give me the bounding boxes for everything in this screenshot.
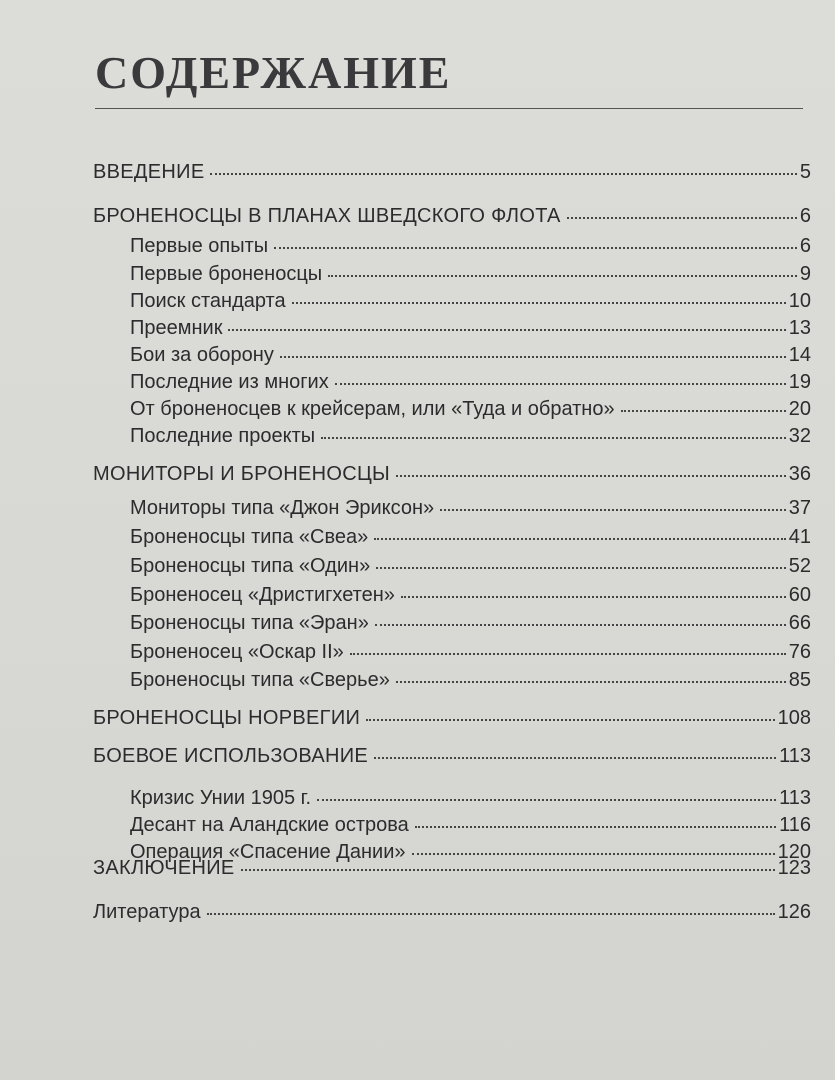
toc-entry-swedish-fleet — [93, 204, 811, 228]
toc-entry-page: 108 — [777, 707, 811, 729]
toc-subentry — [130, 554, 811, 578]
dot-leader — [350, 653, 786, 655]
toc-subentry — [130, 786, 811, 810]
toc-entry-page: 113 — [779, 745, 811, 767]
toc-entry-page: 37 — [788, 497, 811, 519]
toc-entry-label: Броненосцы типа «Эран» — [130, 612, 369, 634]
toc-entry-page: 13 — [788, 317, 811, 339]
toc-entry-page: 6 — [799, 205, 811, 227]
toc-entry-page: 5 — [799, 161, 811, 183]
toc-entry-page: 123 — [777, 857, 811, 879]
toc-entry-page: 6 — [799, 235, 811, 257]
page-title: СОДЕРЖАНИЕ — [95, 47, 452, 98]
toc-entry-page: 60 — [788, 584, 811, 606]
toc-entry-literature — [93, 900, 811, 924]
dot-leader — [396, 475, 786, 477]
dot-leader — [274, 247, 797, 249]
toc-entry-label: Броненосцы типа «Свеа» — [130, 526, 369, 548]
toc-entry-page: 113 — [779, 787, 811, 809]
toc-entry-label: Преемник — [130, 317, 223, 339]
dot-leader — [321, 437, 786, 439]
toc-entry-introduction — [93, 160, 811, 184]
toc-entry-page: 10 — [788, 290, 811, 312]
toc-subentry — [130, 640, 811, 664]
toc-entry-label: Десант на Аландские острова — [130, 814, 409, 836]
toc-entry-page: 120 — [777, 841, 811, 863]
toc-entry-label: МОНИТОРЫ И БРОНЕНОСЦЫ — [93, 463, 391, 485]
toc-entry-label: Первые опыты — [130, 235, 269, 257]
toc-entry-page: 32 — [788, 425, 811, 447]
dot-leader — [317, 799, 776, 801]
dot-leader — [376, 567, 786, 569]
toc-subentry — [130, 424, 811, 448]
toc-entry-conclusion — [93, 856, 811, 880]
toc-subentry — [130, 668, 811, 692]
toc-entry-label: Последние проекты — [130, 425, 316, 447]
toc-entry-label: Литература — [93, 901, 201, 923]
toc-entry-label: Мониторы типа «Джон Эриксон» — [130, 497, 435, 519]
toc-entry-label: ЗАКЛЮЧЕНИЕ — [93, 857, 235, 879]
toc-entry-label: Поиск стандарта — [130, 290, 286, 312]
toc-entry-label: БРОНЕНОСЦЫ В ПЛАНАХ ШВЕДСКОГО ФЛОТА — [93, 205, 561, 227]
dot-leader — [440, 509, 786, 511]
toc-subentry — [130, 611, 811, 635]
dot-leader — [412, 853, 775, 855]
toc-entry-page: 41 — [788, 526, 811, 548]
toc-entry-label: БОЕВОЕ ИСПОЛЬЗОВАНИЕ — [93, 745, 369, 767]
toc-entry-norway — [93, 706, 811, 730]
dot-leader — [207, 913, 775, 915]
toc-subentry — [130, 397, 811, 421]
toc-entry-page: 14 — [788, 344, 811, 366]
toc-subentry — [130, 316, 811, 340]
toc-subentry — [130, 583, 811, 607]
dot-leader — [567, 217, 797, 219]
dot-leader — [292, 302, 786, 304]
dot-leader — [335, 383, 786, 385]
toc-subentry — [130, 370, 811, 394]
toc-entry-label: Бои за оборону — [130, 344, 274, 366]
dot-leader — [366, 719, 774, 721]
dot-leader — [280, 356, 786, 358]
toc-entry-page: 9 — [799, 263, 811, 285]
dot-leader — [374, 757, 776, 759]
toc-entry-page: 126 — [777, 901, 811, 923]
toc-entry-page: 36 — [788, 463, 811, 485]
toc-subentry — [130, 289, 811, 313]
toc-entry-page: 66 — [788, 612, 811, 634]
toc-subentry — [130, 496, 811, 520]
dot-leader — [328, 275, 797, 277]
dot-leader — [401, 596, 786, 598]
toc-entry-label: Первые броненосцы — [130, 263, 323, 285]
toc-entry-label: Броненосцы типа «Сверье» — [130, 669, 390, 691]
toc-entry-label: Броненосец «Дристигхетен» — [130, 584, 395, 606]
toc-entry-page: 85 — [788, 669, 811, 691]
toc-entry-page: 19 — [788, 371, 811, 393]
toc-entry-page: 76 — [788, 641, 811, 663]
dot-leader — [375, 624, 786, 626]
toc-entry-page: 116 — [779, 814, 811, 836]
toc-entry-monitors — [93, 462, 811, 486]
toc-entry-page: 52 — [788, 555, 811, 577]
toc-entry-label: БРОНЕНОСЦЫ НОРВЕГИИ — [93, 707, 361, 729]
toc-subentry — [130, 234, 811, 258]
toc-entry-combat-use — [93, 744, 811, 768]
toc-subentry — [130, 343, 811, 367]
dot-leader — [228, 329, 785, 331]
dot-leader — [374, 538, 785, 540]
dot-leader — [621, 410, 786, 412]
toc-entry-label: ВВЕДЕНИЕ — [93, 161, 205, 183]
toc-entry-label: Броненосец «Оскар II» — [130, 641, 344, 663]
toc-entry-page: 20 — [788, 398, 811, 420]
dot-leader — [210, 173, 796, 175]
toc-subentry — [130, 525, 811, 549]
dot-leader — [396, 681, 786, 683]
toc-entry-label: Кризис Унии 1905 г. — [130, 787, 312, 809]
dot-leader — [241, 869, 775, 871]
toc-entry-label: Последние из многих — [130, 371, 329, 393]
toc-entry-label: Броненосцы типа «Один» — [130, 555, 371, 577]
toc-entry-label: Операция «Спасение Дании» — [130, 841, 406, 863]
toc-subentry — [130, 262, 811, 286]
toc-entry-label: От броненосцев к крейсерам, или «Туда и обратно» — [130, 398, 615, 420]
toc-subentry — [130, 813, 811, 837]
dot-leader — [415, 826, 776, 828]
